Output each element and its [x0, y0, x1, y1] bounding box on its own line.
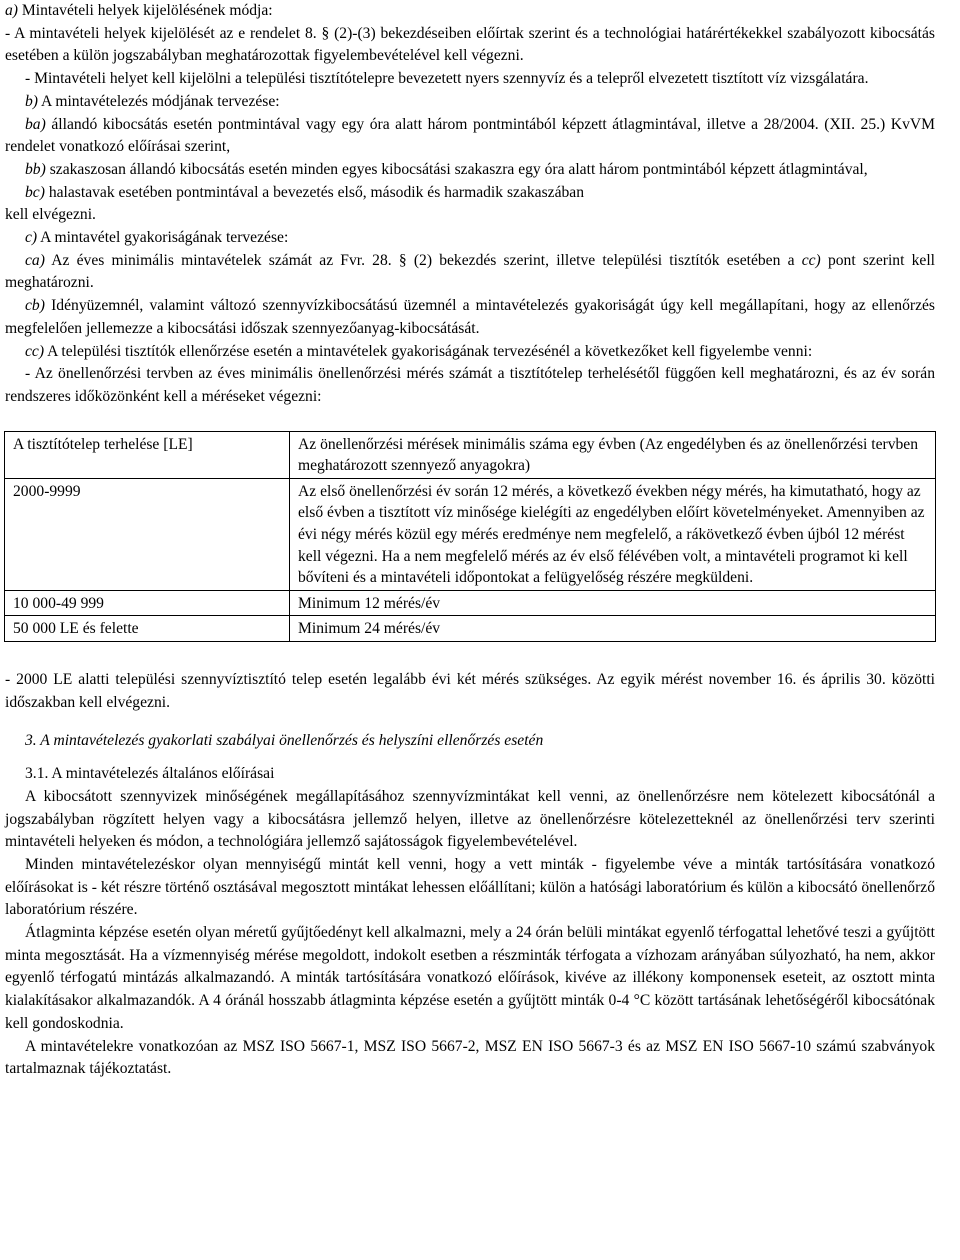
item-cc-label: cc) — [25, 342, 45, 360]
table-header-cell: Az önellenőrzési mérések minimális száma egy évben (Az engedélyben és az önellenőrzési tervben meghatározott szennyező anyagokra) — [290, 431, 936, 478]
item-cb-text: Idényüzemnél, valamint változó szennyvízkibocsátású üzemnél a mintavételezés gyakoriságát úgy kell megállapítani, hogy az ellenőrzés megfelelően jellemezze a kibocsátási időszak szennyezőanyag-kibocsátását. — [5, 297, 935, 337]
section-a-paragraph-1: - A mintavételi helyek kijelölését az e rendelet 8. § (2)-(3) bekezdéseiben előírtak szerint és a technológiai határértékekkel szabályozott kibocsátás esetében a külön jogszabályban meghatározottak figyelembevételével kell végezni. — [5, 24, 935, 65]
table-header-cell: A tisztítótelep terhelése [LE] — [5, 431, 290, 478]
after-table-paragraph: - 2000 LE alatti települési szennyvíztisztító telep esetén legalább évi két mérés szükséges. Az egyik mérést november 16. és április 30. közötti időszakban kell elvégezni. — [5, 671, 935, 711]
item-cc — [5, 341, 935, 364]
item-bb-label: bb) — [25, 160, 46, 178]
document-page — [5, 0, 935, 1081]
item-cb-label: cb) — [25, 297, 45, 315]
section-3-1-paragraph-1: A kibocsátott szennyvizek minőségének megállapításához szennyvízmintákat kell venni, az önellenőrzésre nem kötelezett kibocsátónál a jogszabályban rögzített helyen vagy a kibocsátásra jellemző helyen, illetve az önellenőrzésre kötelezetteknél az önellenőrzési terv szerinti mintavételi helyeken és módon, a technológiára jellemző sajátosságok figyelembevételével. — [5, 787, 935, 851]
table-cell: 50 000 LE és felette — [5, 616, 290, 642]
table-cell: 2000-9999 — [5, 478, 290, 590]
item-cc-paragraph-2: - Az önellenőrzési tervben az éves minimális önellenőrzési mérés számát a tisztítótelep terhelésétől függően kell meghatározni, és az év során rendszeres időközönként kell a méréseket végezni: — [5, 365, 935, 405]
item-ca-label: ca) — [25, 251, 45, 269]
section-3-1-paragraph-2: Minden mintavételezéskor olyan mennyiségű mintát kell venni, hogy a vett minták - figyelembe véve a minták tartósítására vonatkozó előírásokat is - két részre történő osztásával megosztott mintákat lehessen előállítani; külön a hatósági laboratórium és külön a kibocsátó önellenőrző laboratórium részére. — [5, 855, 935, 919]
item-bb — [5, 159, 935, 182]
item-bc-label: bc) — [25, 183, 45, 201]
item-ba-text: állandó kibocsátás esetén pontmintával vagy egy óra alatt három pontmintából képzett átlagmintával, illetve a 28/2004. (XII. 25.) KvVM rendelet vonatkozó előírásai szerint, — [5, 115, 935, 156]
section-c-title: A mintavétel gyakoriságának tervezése: — [40, 229, 289, 247]
section-c-heading — [5, 227, 935, 250]
table-cell: 10 000-49 999 — [5, 590, 290, 616]
item-cb — [5, 295, 935, 340]
measurement-frequency-table — [4, 431, 936, 642]
item-bc — [5, 182, 935, 205]
section-b-title: A mintavételezés módjának tervezése: — [41, 92, 280, 110]
section-3-1-paragraph-3: Átlagminta képzése esetén olyan méretű gyűjtőedényt kell alkalmazni, mely a 24 órán belüli mintákat egyenlő térfogattal lehetővé teszi a gyűjtött minta megosztását. Ha a vízmennyiség mérése megoldott, indokolt esetben a részminták térfogata a vízhozam arányában súlyozható, ha nem, akkor egyenlő térfogatú mintázás alkalmazandó. A minták tartósítására vonatkozó előírások, kivéve az illékony komponensek eseteit, az osztott minta kialakításakor alkalmazandók. A 4 óránál hosszabb átlagminta képzése esetén a gyűjtött minták 0-4 °C között tartásának lehetőségéről kibocsátónak kell gondoskodnia. — [5, 924, 935, 1032]
section-3-title: 3. A mintavételezés gyakorlati szabályai önellenőrzés és helyszíni ellenőrzés esetén — [25, 732, 544, 750]
item-ca — [5, 250, 935, 295]
section-a-paragraph-2: - Mintavételi helyet kell kijelölni a települési tisztítótelepre bevezetett nyers szennyvíz és a telepről elvezetett tisztított víz vizsgálatára. — [25, 70, 869, 88]
item-cc-ref-label: cc) — [801, 251, 821, 269]
item-bb-text: szakaszosan állandó kibocsátás esetén minden egyes kibocsátási szakaszra egy óra alatt három pontmintából képzett átlagmintával, — [49, 160, 868, 178]
section-a-title: Mintavételi helyek kijelölésének módja: — [21, 2, 273, 19]
section-3-1-title: 3.1. A mintavételezés általános előírásai — [25, 765, 275, 783]
table-cell: Minimum 24 mérés/év — [290, 616, 936, 642]
section-c-label: c) — [25, 229, 38, 247]
section-b-heading — [5, 91, 935, 114]
table-header-row — [5, 431, 936, 478]
section-3-1-paragraph-4: A mintavételekre vonatkozóan az MSZ ISO 5667-1, MSZ ISO 5667-2, MSZ EN ISO 5667-3 és az MSZ EN ISO 5667-10 számú szabványok tartalmaznak tájékoztatást. — [5, 1037, 935, 1078]
item-ba-label: ba) — [25, 115, 46, 133]
table-cell: Az első önellenőrzési év során 12 mérés, a következő években négy mérés, ha kimutatható, hogy az első évben a tisztított víz minősége kielégíti az engedélyben előírt követelményeket. Amennyiben az évi négy mérés közül egy mérés eredménye nem megfelelő, a rákövetkező évben újból 12 mérést kell végezni. Ha a nem megfelelő mérés az év első félévében volt, a mintavételi programot ki kell bővíteni és a mintavételi időpontokat a felügyelőség részére megküldeni. — [290, 478, 936, 590]
item-ba — [5, 114, 935, 159]
item-bc-continuation: kell elvégezni. — [5, 206, 96, 224]
item-bc-text: halastavak esetében pontmintával a bevezetés első, második és harmadik szakaszában — [48, 183, 585, 201]
table-row — [5, 478, 936, 590]
section-a-label: a) — [5, 2, 18, 19]
item-cc-ref-text: pont szerint kell meghatározni. — [5, 251, 935, 292]
table-row — [5, 590, 936, 616]
item-cc-text: A települési tisztítók ellenőrzése esetén a mintavételek gyakoriságának tervezésénél a következőket kell figyelembe venni: — [47, 342, 813, 360]
section-a-heading — [5, 0, 935, 23]
table-cell: Minimum 12 mérés/év — [290, 590, 936, 616]
item-ca-text: Az éves minimális mintavételek számát az Fvr. 28. § (2) bekezdés szerint, illetve települési tisztítók esetében a — [51, 251, 795, 269]
table-row — [5, 616, 936, 642]
section-b-label: b) — [25, 92, 38, 110]
